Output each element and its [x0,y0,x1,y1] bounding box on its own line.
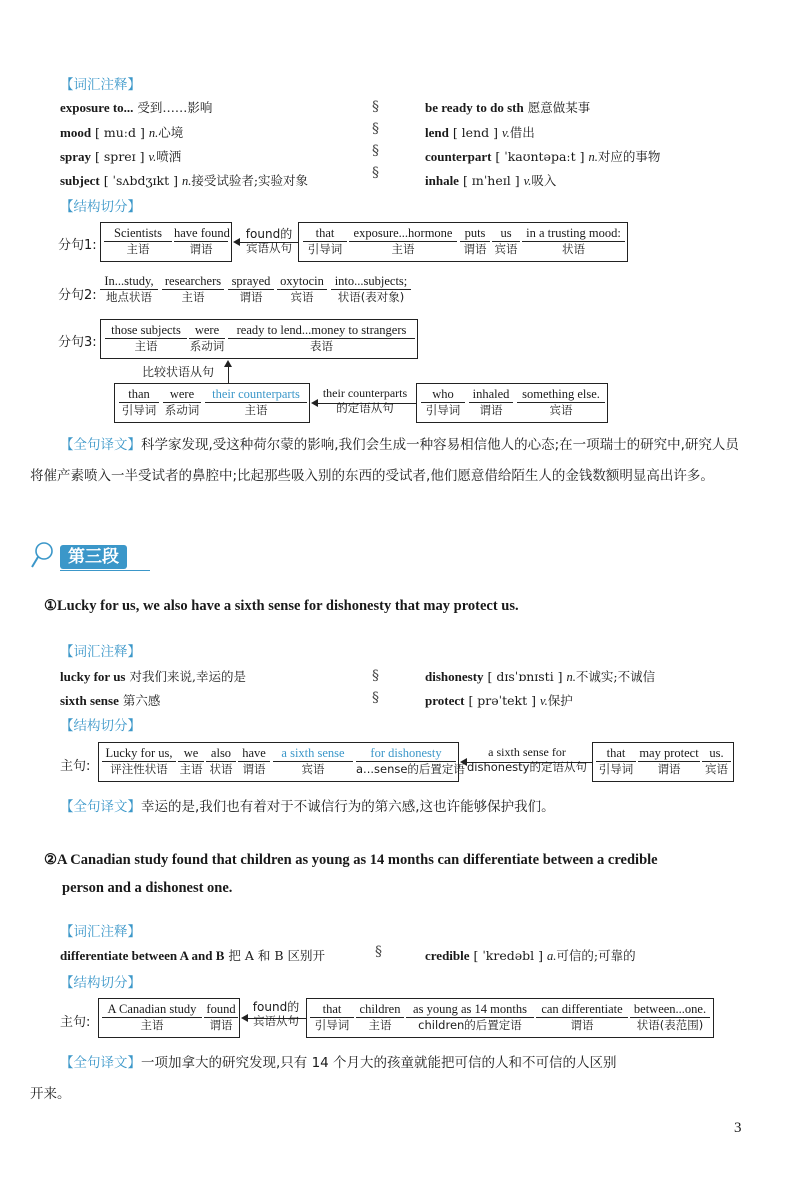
magnifier-icon [30,541,56,575]
connector-label: 比较状语从句 [142,365,215,379]
sentence: ①Lucky for us, we also have a sixth sense for dishonesty that may protect us. [44,598,519,614]
vocab-item: differentiate between A and B 把 A 和 B 区别开 [60,948,326,963]
clause-box: A Canadian study 主语 found 谓语 [98,998,240,1038]
clause-label: 分句3: [58,335,97,350]
clause-label: 主句: [60,1015,91,1030]
translation-paragraph: 【全句译文】幸运的是,我们也有着对于不诚信行为的第六感,这也许能够保护我们。 [60,799,555,815]
vocab-tag: 【词汇注释】 [60,644,141,660]
clause-box: that 引导词 may protect 谓语 us. 宾语 [592,742,734,782]
struct-tag: 【结构切分】 [60,718,141,734]
struct-tag: 【结构切分】 [60,975,141,991]
vocab-item: protect [ prəˈtekt ] v.保护 [425,693,573,708]
separator-swirl-icon: § [375,944,382,960]
clause-box: Lucky for us, 评注性状语 we 主语 also 状语 have 谓语 a sixth sense 宾语 for dishonesty a...sense的后置定语 [98,742,459,782]
vocab-item: dishonesty [ dɪsˈɒnɪsti ] n.不诚实;不诚信 [425,669,656,684]
clause-box: that 引导词 children 主语 as young as 14 months children的后置定语 can differentiate 谓语 between...one. 状语(表范围) [306,998,714,1038]
struct-tag: 【结构切分】 [60,199,141,215]
vocab-item: lucky for us 对我们来说,幸运的是 [60,669,246,684]
vocab-item: mood [ muːd ] n.心境 [60,125,184,140]
vocab-item: counterpart [ ˈkaʊntəpaːt ] n.对应的事物 [425,149,661,164]
connector-label: a sixth sense for dishonesty的定语从句 [467,745,587,774]
clause-box: who 引导词 inhaled 谓语 something else. 宾语 [416,383,608,423]
connector-line [228,366,229,383]
clause-box: that 引导词 exposure...hormone 主语 puts 谓语 us 宾语 in a trusting mood: 状语 [298,222,628,262]
vocab-tag: 【词汇注释】 [60,77,141,93]
clause-label: 主句: [60,759,91,774]
title-underline [60,570,150,571]
vocab-item: lend [ lend ] v.借出 [425,125,535,140]
clause-box: Scientists 主语 have found 谓语 [100,222,232,262]
section-title: 第三段 [60,542,127,567]
vocab-item: be ready to do sth 愿意做某事 [425,100,591,115]
clause-box: than 引导词 were 系动词 their counterparts 主语 [114,383,310,423]
separator-swirl-icon: § § [372,668,379,706]
clause-part: into...subjects; 状语(表对象) [331,274,411,304]
sentence: ②A Canadian study found that children as young as 14 months can differentiate between a credible person and a dishonest one. [44,852,658,896]
page-number: 3 [734,1120,742,1136]
vocab-item: sixth sense 第六感 [60,693,161,708]
vocab-tag: 【词汇注释】 [60,924,141,940]
clause-part: researchers 主语 [162,274,224,304]
vocab-item: subject [ ˈsʌbdʒɪkt ] n.接受试验者;实验对象 [60,173,309,188]
connector-label: found的 宾语从句 [245,227,293,255]
vocab-item: credible [ ˈkredəbl ] a.可信的;可靠的 [425,948,636,963]
separator-swirl-icon: § § § § [372,99,379,181]
clause-box: those subjects 主语 were 系动词 ready to lend...money to strangers 表语 [100,319,418,359]
clause-part: In...study, 地点状语 [100,274,158,304]
clause-label: 分句1: [58,238,97,253]
clause-label: 分句2: [58,288,97,303]
vocab-item: exposure to... 受到……影响 [60,100,213,115]
vocab-item: spray [ spreɪ ] v.喷洒 [60,149,182,164]
vocab-item: inhale [ ɪnˈheɪl ] v.吸入 [425,173,557,188]
connector-label: found的 宾语从句 [252,1000,300,1028]
translation-paragraph: 【全句译文】一项加拿大的研究发现,只有 14 个月大的孩童就能把可信的人和不可信的人区别 开来。 [30,1055,617,1102]
connector-label: their counterparts 的定语从句 [322,386,408,415]
translation-paragraph: 【全句译文】科学家发现,受这种荷尔蒙的影响,我们会生成一种容易相信他人的心态;在一项瑞士的研究中,研究人员将催产素喷入一半受试者的鼻腔中;比起那些吸入别的东西的受试者,他们愿意借给陌生人的金钱数额明显高出许多。 [30,437,739,484]
clause-part: sprayed 谓语 [228,274,274,304]
clause-part: oxytocin 宾语 [277,274,327,304]
